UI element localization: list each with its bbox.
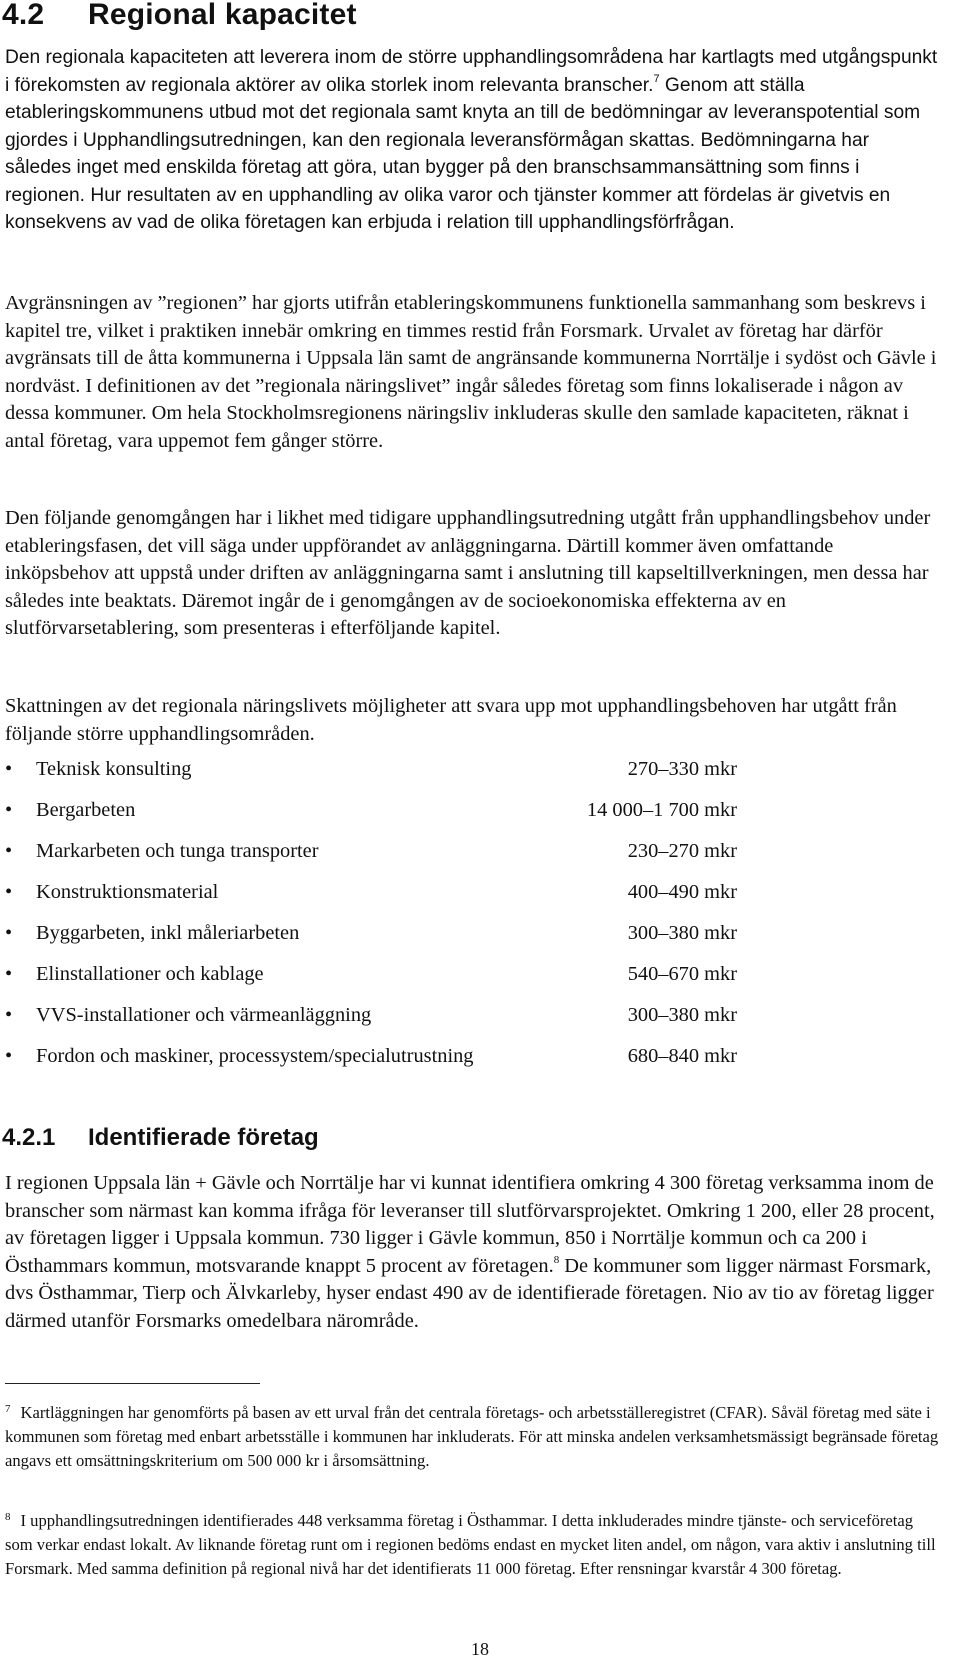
paragraph-1-text-a: Den regionala kapaciteten att leverera inom de större upphandlingsområdena har kartlagts med utgångspunkt i förekomsten av regionala aktörer av olika storlek inom relevanta branscher. bbox=[5, 47, 938, 96]
list-item bbox=[5, 840, 745, 881]
bullet: • bbox=[5, 1004, 13, 1026]
section-title: Regional kapacitet bbox=[88, 0, 357, 31]
item-value: 400–490 mkr bbox=[627, 881, 737, 903]
paragraph-4: Skattningen av det regionala näringslivets möjligheter att svara upp mot upphandlingsbehoven har utgått från följande större upphandlingsområden. bbox=[5, 695, 897, 745]
item-label: Bergarbeten bbox=[36, 799, 136, 821]
item-value: 14 000–1 700 mkr bbox=[586, 799, 737, 821]
paragraph-1 bbox=[5, 44, 940, 237]
bullet: • bbox=[5, 840, 13, 862]
footnote-ref-8[interactable]: 8 bbox=[553, 1253, 560, 1266]
item-value: 540–670 mkr bbox=[627, 963, 737, 985]
list-item bbox=[5, 922, 745, 963]
footnote-text: Kartläggningen har genomförts på basen av ett urval från det centrala företags- och arbetsställeregistret (CFAR). Såväl företag med säte i kommunen som företag med enbart arbetsställe i kommunen har inkluderats. För att minska andelen verksamhetsmässigt begränsade företag angavs ett omsättningskriterium om 500 000 kr i årsomsättning. bbox=[5, 1403, 939, 1470]
item-value: 300–380 mkr bbox=[627, 922, 737, 944]
item-label: Elinstallationer och kablage bbox=[36, 963, 264, 985]
list-item bbox=[5, 799, 745, 840]
paragraph-1-text-b: Genom att ställa etableringskommunens utbud mot det regionala samt knyta an till de bedömningar av leveranspotential som gjordes i Upphandlingsutredningen, kan den regionala leveransförmågan skattas. Bedömningarna har således inget med enskilda företag att göra, utan bygger på den branschsammansättning som finns i regionen. Hur resultaten av en upphandling av olika varor och tjänster kommer att fördelas är givetvis en konsekvens av vad de olika företagen kan erbjuda i relation till upphandlingsförfrågan. bbox=[5, 74, 921, 233]
list-item bbox=[5, 1045, 745, 1086]
footnote-text: I upphandlingsutredningen identifierades 448 verksamma företag i Östhammar. I detta inkluderades mindre tjänste- och serviceföretag som verkar endast lokalt. Av liknande företag runt om i regionen bedöms endast en mycket liten andel, om någon, vara aktiv i anslutning till Forsmark. Med samma definition på regional nivå har det identifierats 11 000 företag. Efter rensningar kvarstår 4 300 företag. bbox=[5, 1511, 936, 1578]
subsection-number: 4.2.1 bbox=[2, 1124, 56, 1151]
item-value: 300–380 mkr bbox=[627, 1004, 737, 1026]
list-item bbox=[5, 881, 745, 922]
bullet: • bbox=[5, 1045, 13, 1067]
list-item bbox=[5, 758, 745, 799]
item-label: Fordon och maskiner, processystem/specialutrustning bbox=[36, 1045, 474, 1067]
paragraph-5 bbox=[5, 1170, 940, 1335]
item-label: Markarbeten och tunga transporter bbox=[36, 840, 319, 862]
item-label: Konstruktionsmaterial bbox=[36, 881, 219, 903]
footnote-8 bbox=[5, 1505, 940, 1581]
paragraph-5-text-b: De kommuner som ligger närmast Forsmark, dvs Östhammar, Tierp och Älvkarleby, hyser endast 490 av de identifierade företagen. Nio av tio av företag ligger därmed utanför Forsmarks omedelbara närområde. bbox=[5, 1254, 934, 1332]
paragraph-2: Avgränsningen av ”regionen” har gjorts utifrån etableringskommunens funktionella sammanhang som beskrevs i kapitel tre, vilket i praktiken innebär omkring en timmes restid från Forsmark. Urvalet av företag har därför avgränsats till de åtta kommunerna i Uppsala län samt de angränsande kommunerna Norrtälje i sydöst och Gävle i nordväst. I definitionen av det ”regionala näringslivet” ingår således företag som finns lokaliserade i någon av dessa kommuner. Om hela Stockholmsregionens näringsliv inkluderas skulle den samlade kapaciteten, räknat i antal företag, vara uppemot fem gånger större. bbox=[5, 292, 937, 452]
item-label: VVS-installationer och värmeanläggning bbox=[36, 1004, 372, 1026]
item-value: 680–840 mkr bbox=[627, 1045, 737, 1067]
paragraph-3: Den följande genomgången har i likhet med tidigare upphandlingsutredning utgått från upphandlingsbehov under etableringsfasen, det vill säga under uppförandet av anläggningarna. Därtill kommer även omfattande inköpsbehov att uppstå under driften av anläggningarna samt i anslutning till kapseltillverkningen, men dessa har således inte beaktats. Däremot ingår de i genomgången av de socioekonomiska effekterna av en slutförvarsetablering, som presenteras i efterföljande kapitel. bbox=[5, 507, 931, 639]
section-number: 4.2 bbox=[2, 0, 45, 31]
page-number: 18 bbox=[471, 1639, 489, 1659]
item-label: Byggarbeten, inkl måleriarbeten bbox=[36, 922, 300, 944]
footnote-separator bbox=[5, 1383, 260, 1384]
subsection-title: Identifierade företag bbox=[88, 1124, 319, 1151]
footnote-mark: 7 bbox=[5, 1403, 11, 1415]
paragraph-5-text-a: I regionen Uppsala län + Gävle och Norrtälje har vi kunnat identifiera omkring 4 300 företag verksamma inom de branscher som närmast kan komma ifråga för leveranser till slutförvarsprojektet. Omkring 1 200, eller 28 procent, av företagen ligger i Uppsala kommun. 730 ligger i Gävle kommun, 850 i Norrtälje kommun och ca 200 i Östhammars kommun, motsvarande knappt 5 procent av företagen. bbox=[5, 1172, 935, 1277]
bullet: • bbox=[5, 881, 13, 903]
footnote-ref-7[interactable]: 7 bbox=[653, 72, 660, 85]
footnote-mark: 8 bbox=[5, 1511, 11, 1523]
subsection-heading bbox=[2, 1124, 319, 1152]
item-label: Teknisk konsulting bbox=[36, 758, 192, 780]
item-value: 230–270 mkr bbox=[627, 840, 737, 862]
section-heading bbox=[2, 0, 357, 32]
bullet: • bbox=[5, 758, 13, 780]
footnote-7 bbox=[5, 1397, 940, 1473]
bullet: • bbox=[5, 963, 13, 985]
bullet: • bbox=[5, 799, 13, 821]
item-value: 270–330 mkr bbox=[627, 758, 737, 780]
procurement-estimates-list bbox=[5, 758, 745, 1086]
list-item bbox=[5, 963, 745, 1004]
list-item bbox=[5, 1004, 745, 1045]
bullet: • bbox=[5, 922, 13, 944]
